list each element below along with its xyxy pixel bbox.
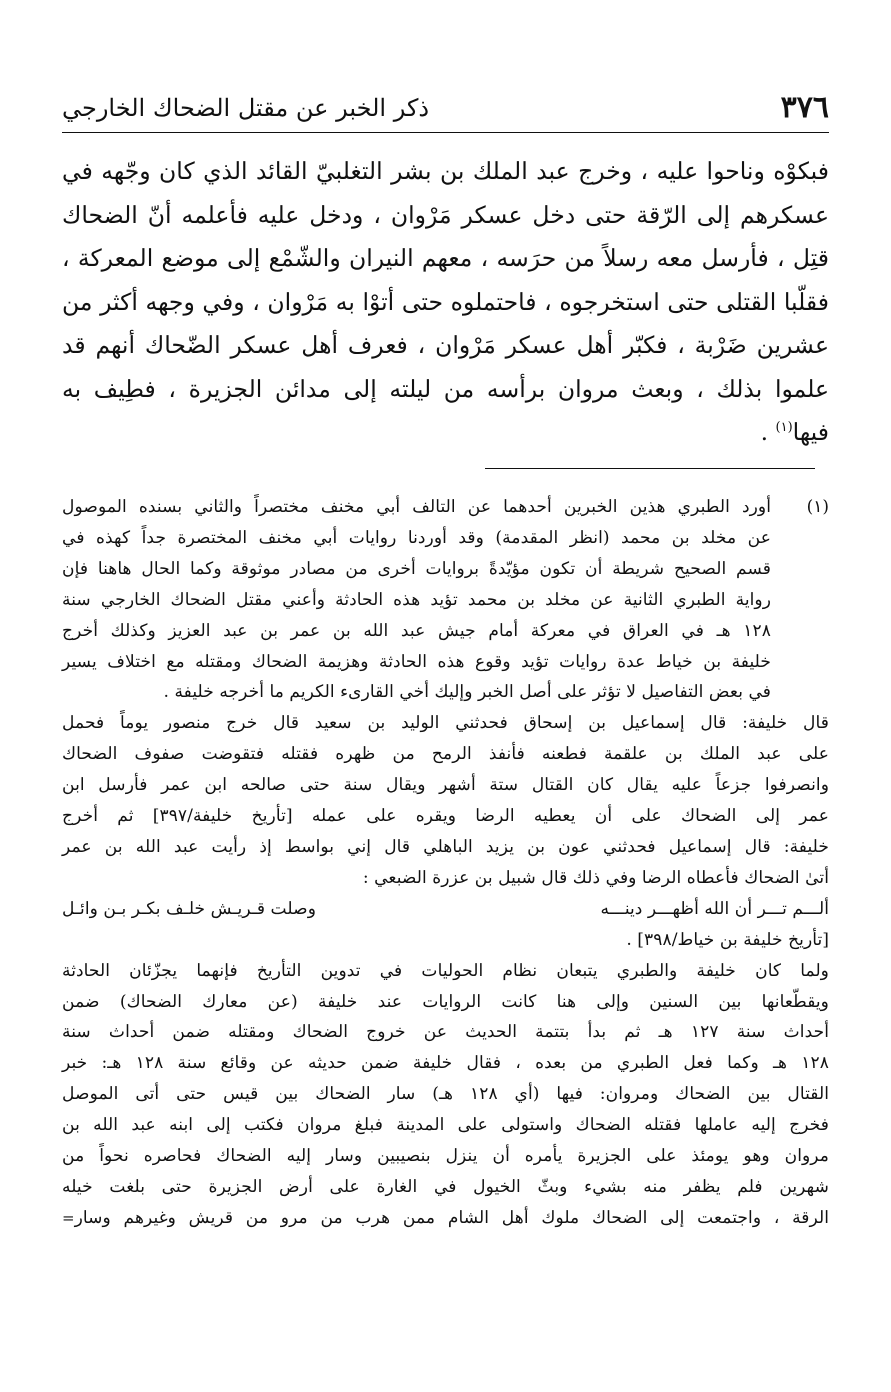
footnote-line: شهرين فلم يظفر منه بشيء وبثّ الخيول في الغارة على أرض الجزيرة حتى بلغت خيله: [62, 1176, 829, 1197]
footnote-line: رواية الطبري الثانية عن مخلد بن محمد تؤيد هذه الحادثة وأعني مقتل الضحاك الخارجي سنة: [62, 589, 771, 610]
footnote-line: ١٢٨ هـ وكما فعل الطبري من بعده ، فقال خليفة ضمن حديثه عن وقائع سنة ١٢٨ هـ: خبر: [62, 1053, 829, 1074]
main-line: قتِل ، فأرسل معه رسلاً من حرَسه ، معهم النيران والشّمْع إلى موضع المعركة ،: [62, 244, 829, 272]
footnotes: [62, 492, 829, 1234]
footnote-line: على عبد الملك بن علقمة فطعنه فأنفذ الرمح من ظهره فقتله فتقوضت صفوف الضحاك: [62, 744, 829, 765]
main-last-line: [62, 411, 829, 455]
footnote-line: عن مخلد بن محمد (انظر المقدمة) وقد أوردنا روايات أبي مخنف المختصرة جداً كهذه في: [62, 527, 771, 548]
footnote-marker: (١): [806, 497, 829, 517]
footnote-body: [62, 492, 771, 708]
footnote-line: أتىٰ الضحاك فأعطاه الرضا وفي ذلك قال شبيل بن عزرة الضبعي :: [362, 867, 829, 888]
footnote-reference[interactable]: (١): [775, 420, 793, 436]
main-line: فقلّبا القتلى حتى استخرجوه ، فاحتملوه حتى أتوْا به مَرْوان ، وفي وجهه أكثر من: [62, 287, 829, 316]
footnote-line: خليفة بن خياط عدة روايات تؤيد وقوع هذه الحادثة وهزيمة الضحاك ومقتله مع اختلاف يسير: [62, 651, 771, 672]
verse-citation: [تأريخ خليفة بن خياط/٣٩٨] .: [626, 929, 829, 950]
footnote-separator: [485, 468, 815, 469]
main-line: علموا بذلك ، وبعث مروان برأسه من ليلته إلى مدائن الجزيرة ، فطِيف به: [62, 374, 829, 403]
footnote-line: قسم الصحيح شريطة أن تكون مؤيّدةً بروايات أخرى من مصادر موثوقة وكما الحال هاهنا فإن: [62, 558, 771, 579]
footnote-continued-2: [62, 956, 829, 1234]
main-line: فبكوْه وناحوا عليه ، وخرج عبد الملك بن بشر التغلبيّ القائد الذي كان وجّهه في: [62, 157, 829, 185]
verse-second-hemistich: وصلت قـريـش خلـف بكـر بـن وائـل: [62, 898, 316, 919]
footnote-line: ولما كان خليفة والطبري يتبعان نظام الحوليات في تدوين التأريخ فإنهما يجزّئان الحادثة: [62, 960, 829, 981]
footnote-line: أورد الطبري هذين الخبرين أحدهما عن التالف أبي مخنف مختصراً والثاني بسنده الموصول: [62, 497, 771, 517]
poetry-verse: [62, 894, 829, 925]
footnote-line: عمر إلى الضحاك على أن يعطيه الرضا ويقره على عمله [تأريخ خليفة/٣٩٧] ثم أخرج: [62, 806, 829, 827]
footnote-line: قال خليفة: قال إسماعيل بن إسحاق فحدثني الوليد بن سعيد قال خرج منصور يوماً فحمل: [62, 713, 829, 734]
running-title: ذكر الخبر عن مقتل الضحاك الخارجي: [62, 94, 430, 122]
footnote-line: وانصرفوا جزعاً عليه يقال كان القتال ستة أشهر ويقال سنة حتى صالحه ابن عمر فأرسل ابن: [62, 775, 829, 796]
verse-first-hemistich: ألـــم تـــر أن الله أظهـــر دينـــه: [600, 898, 829, 919]
main-line: عسكرهم إلى الرّقة حتى دخل عسكر مَرْوان ، ودخل عليه فأعلمه أنّ الضحاك: [62, 200, 829, 229]
main-line-suffix: .: [760, 418, 776, 446]
main-text: [62, 150, 829, 455]
footnote-line: الرقة ، واجتمعت إلى الضحاك ملوك أهل الشام ممن هرب من مرو من قريش وغيرهم وسار: [74, 1207, 829, 1228]
footnote-line: ١٢٨ هـ في العراق في معركة أمام جيش عبد الله بن عمر بن عبد العزيز وكذلك أخرج: [62, 620, 771, 641]
footnote-line: القتال بين الضحاك ومروان: فيها (أي ١٢٨ هـ) سار الضحاك بين قيس حتى أتى الموصل: [62, 1084, 829, 1105]
footnote-last-line: [62, 1203, 829, 1234]
main-line: فيها: [792, 418, 829, 446]
page-number: ٣٧٦: [780, 90, 829, 125]
footnote-continued-1: [62, 708, 829, 955]
footnote-line: في بعض التفاصيل لا تؤثر على أصل الخبر وإليك أخي القارىء الكريم ما أخرجه خليفة .: [163, 682, 771, 703]
footnote-line: خليفة: قال إسماعيل فحدثني عون بن يزيد الباهلي قال إني بواسط إذ رأيت عبد الله بن عمر: [62, 836, 829, 857]
footnote-line: مروان وهو يومئذ على الجزيرة يأمره أن ينزل بنصيبين وسار إليه الضحاك فحاصره نحواً من: [62, 1146, 829, 1167]
footnote-line: أحداث سنة ١٢٧ هـ ثم بدأ بتتمة الحديث عن خروج الضحاك ومقتله ضمن أحداث سنة: [62, 1022, 829, 1043]
page-header: [62, 88, 829, 133]
continuation-mark: =: [62, 1208, 75, 1227]
main-line: عشرين ضَرْبة ، فكبّر أهل عسكر مَرْوان ، فعرف أهل عسكر الضّحاك أنهم قد: [62, 331, 829, 359]
footnote-line: ويقطّعانها بين السنين وإلى هنا كانت الروايات عند خليفة (عن معارك الضحاك) ضمن: [62, 991, 829, 1012]
footnote-line: فخرج إليه عاملها فقتله الضحاك واستولى على المدينة فبلغ مروان فكتب إلى ابنه عبد الله بن: [62, 1115, 829, 1136]
